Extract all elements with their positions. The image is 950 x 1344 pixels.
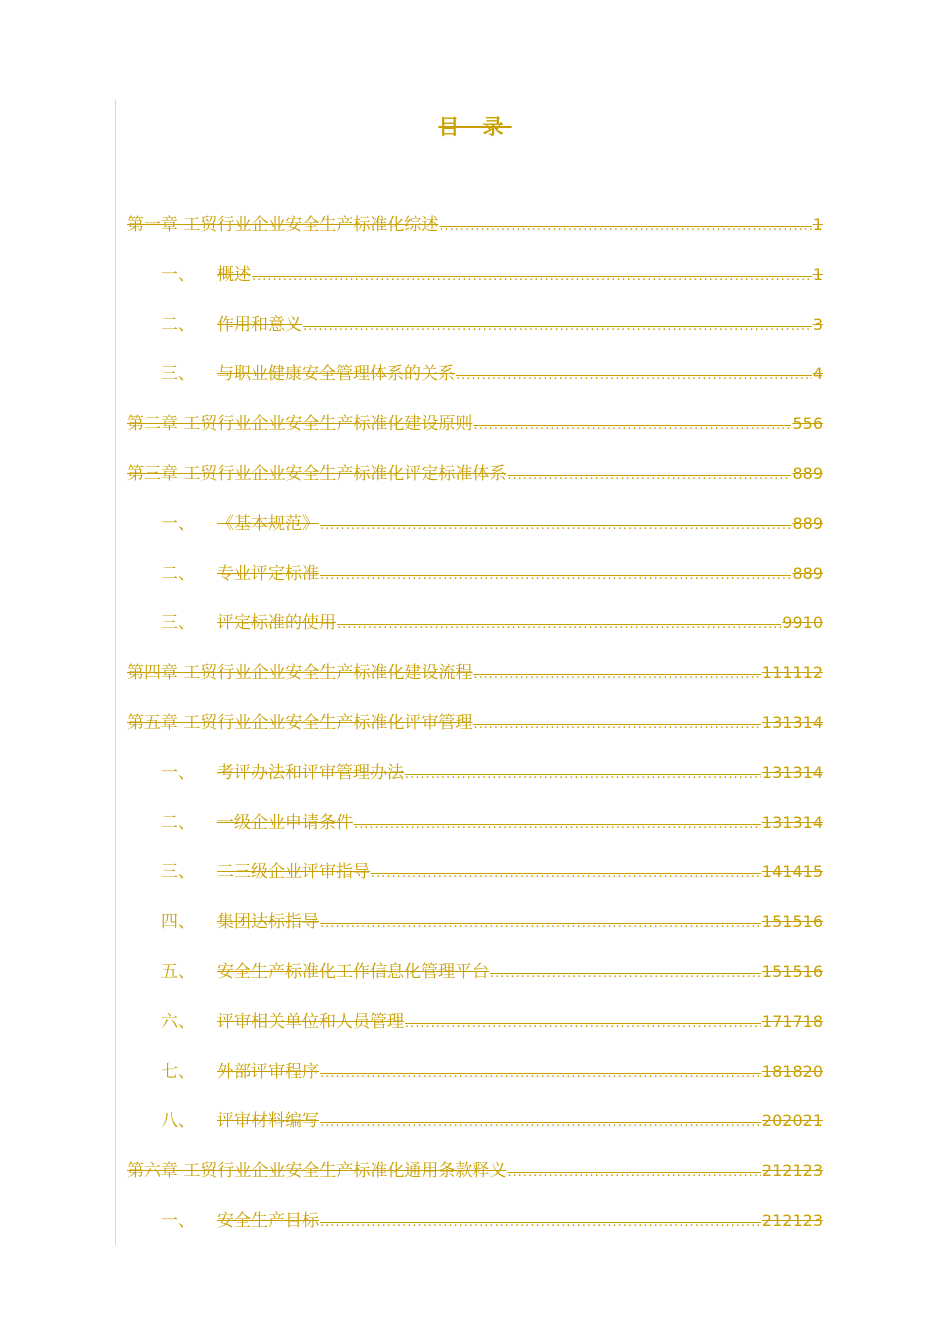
toc-dot-leader <box>473 412 791 440</box>
toc-entry-label: 评审材料编写 <box>217 1111 319 1131</box>
toc-page-number: 212123 <box>761 1211 823 1230</box>
toc-page-number: 131314 <box>761 763 823 782</box>
toc-entry-label: 专业评定标准 <box>217 564 319 584</box>
toc-page-number: 1 <box>812 265 823 284</box>
toc-entry-label: 评审相关单位和人员管理 <box>217 1012 404 1032</box>
toc-dot-leader <box>337 611 781 639</box>
page-margin-line <box>115 100 116 1245</box>
toc-entry-number: 二、 <box>161 315 195 335</box>
toc-entry[interactable] <box>161 360 823 388</box>
toc-dot-leader <box>507 1159 761 1187</box>
toc-dot-leader <box>371 860 761 888</box>
toc-page-number: 171718 <box>761 1012 823 1031</box>
toc-entry-number: 一、 <box>161 1211 195 1231</box>
toc-entry[interactable] <box>127 410 823 438</box>
toc-page-number: 212123 <box>761 1161 823 1180</box>
toc-dot-leader <box>439 213 811 241</box>
toc-page-number: 181820 <box>761 1062 823 1081</box>
toc-page-number: 889 <box>792 464 823 483</box>
toc-entry-label: 安全生产目标 <box>217 1211 319 1231</box>
toc-entry[interactable] <box>161 510 823 538</box>
toc-page-number: 889 <box>792 514 823 533</box>
toc-entry-label: 作用和意义 <box>217 315 302 335</box>
toc-entry-number: 六、 <box>161 1012 195 1032</box>
toc-entry[interactable] <box>161 759 823 787</box>
toc-entry-number: 二、 <box>161 564 195 584</box>
toc-entry[interactable] <box>161 958 823 986</box>
toc-entry[interactable] <box>127 211 823 239</box>
toc-entry-label: 二三级企业评审指导 <box>217 862 370 882</box>
toc-entry-number: 四、 <box>161 912 195 932</box>
toc-entry[interactable] <box>127 460 823 488</box>
toc-entry-label: 第五章 工贸行业企业安全生产标准化评审管理 <box>127 713 473 733</box>
toc-entry-number: 三、 <box>161 613 195 633</box>
toc-dot-leader <box>473 661 761 689</box>
toc-entry[interactable] <box>161 609 823 637</box>
toc-dot-leader <box>320 562 791 590</box>
toc-entry[interactable] <box>127 659 823 687</box>
toc-entry[interactable] <box>161 1107 823 1135</box>
toc-entry[interactable] <box>161 908 823 936</box>
toc-dot-leader <box>320 1109 761 1137</box>
toc-dot-leader <box>490 960 761 988</box>
toc-entry-number: 三、 <box>161 364 195 384</box>
toc-page-number: 9910 <box>782 613 823 632</box>
toc-entry-label: 与职业健康安全管理体系的关系 <box>217 364 455 384</box>
toc-entry-label: 第四章 工贸行业企业安全生产标准化建设流程 <box>127 663 473 683</box>
toc-page-number: 4 <box>812 364 823 383</box>
toc-entry-number: 一、 <box>161 514 195 534</box>
toc-entry-label: 第三章 工贸行业企业安全生产标准化评定标准体系 <box>127 464 507 484</box>
toc-page-number: 131314 <box>761 813 823 832</box>
toc-entry-label: 《基本规范》 <box>217 514 319 534</box>
toc-entry-number: 七、 <box>161 1062 195 1082</box>
toc-entry[interactable] <box>161 1207 823 1235</box>
toc-page-number: 111112 <box>761 663 823 682</box>
toc-entry-label: 第二章 工贸行业企业安全生产标准化建设原则 <box>127 414 473 434</box>
toc-entry[interactable] <box>161 311 823 339</box>
toc-entry-number: 一、 <box>161 265 195 285</box>
toc-page-number: 151516 <box>761 962 823 981</box>
toc-entry[interactable] <box>161 809 823 837</box>
toc-entry-label: 外部评审程序 <box>217 1062 319 1082</box>
toc-page-number: 202021 <box>761 1111 823 1130</box>
toc-entry-label: 安全生产标准化工作信息化管理平台 <box>217 962 489 982</box>
toc-page-number: 556 <box>792 414 823 433</box>
toc-page-number: 151516 <box>761 912 823 931</box>
toc-entry-label: 评定标准的使用 <box>217 613 336 633</box>
toc-dot-leader <box>320 910 761 938</box>
toc-page-number: 889 <box>792 564 823 583</box>
toc-dot-leader <box>456 362 812 390</box>
toc-dot-leader <box>354 811 761 839</box>
toc-page-number: 131314 <box>761 713 823 732</box>
toc-entry-number: 五、 <box>161 962 195 982</box>
toc-title: 目 录 <box>438 114 512 139</box>
toc-entry[interactable] <box>161 560 823 588</box>
toc-entry[interactable] <box>161 1058 823 1086</box>
toc-dot-leader <box>507 462 791 490</box>
toc-dot-leader <box>405 1010 761 1038</box>
toc-entry-label: 一级企业申请条件 <box>217 813 353 833</box>
toc-entry-label: 集团达标指导 <box>217 912 319 932</box>
toc-dot-leader <box>252 263 812 291</box>
toc-page-number: 1 <box>812 215 823 234</box>
toc-entry-number: 二、 <box>161 813 195 833</box>
toc-entry-label: 第六章 工贸行业企业安全生产标准化通用条款释义 <box>127 1161 507 1181</box>
toc-dot-leader <box>473 711 761 739</box>
toc-entry-number: 一、 <box>161 763 195 783</box>
toc-dot-leader <box>303 313 812 341</box>
toc-entry[interactable] <box>161 1008 823 1036</box>
toc-entry[interactable] <box>127 1157 823 1185</box>
toc-dot-leader <box>320 1209 761 1237</box>
toc-entry[interactable] <box>161 261 823 289</box>
toc-entry-number: 三、 <box>161 862 195 882</box>
toc-entry-label: 概述 <box>217 265 251 285</box>
toc-dot-leader <box>320 1060 761 1088</box>
toc-entry-label: 考评办法和评审管理办法 <box>217 763 404 783</box>
toc-dot-leader <box>320 512 791 540</box>
toc-entry[interactable] <box>127 709 823 737</box>
toc-dot-leader <box>405 761 761 789</box>
toc-page-number: 3 <box>812 315 823 334</box>
toc-entry-label: 第一章 工贸行业企业安全生产标准化综述 <box>127 215 439 235</box>
toc-entry[interactable] <box>161 858 823 886</box>
toc-page-number: 141415 <box>761 862 823 881</box>
toc-entry-number: 八、 <box>161 1111 195 1131</box>
